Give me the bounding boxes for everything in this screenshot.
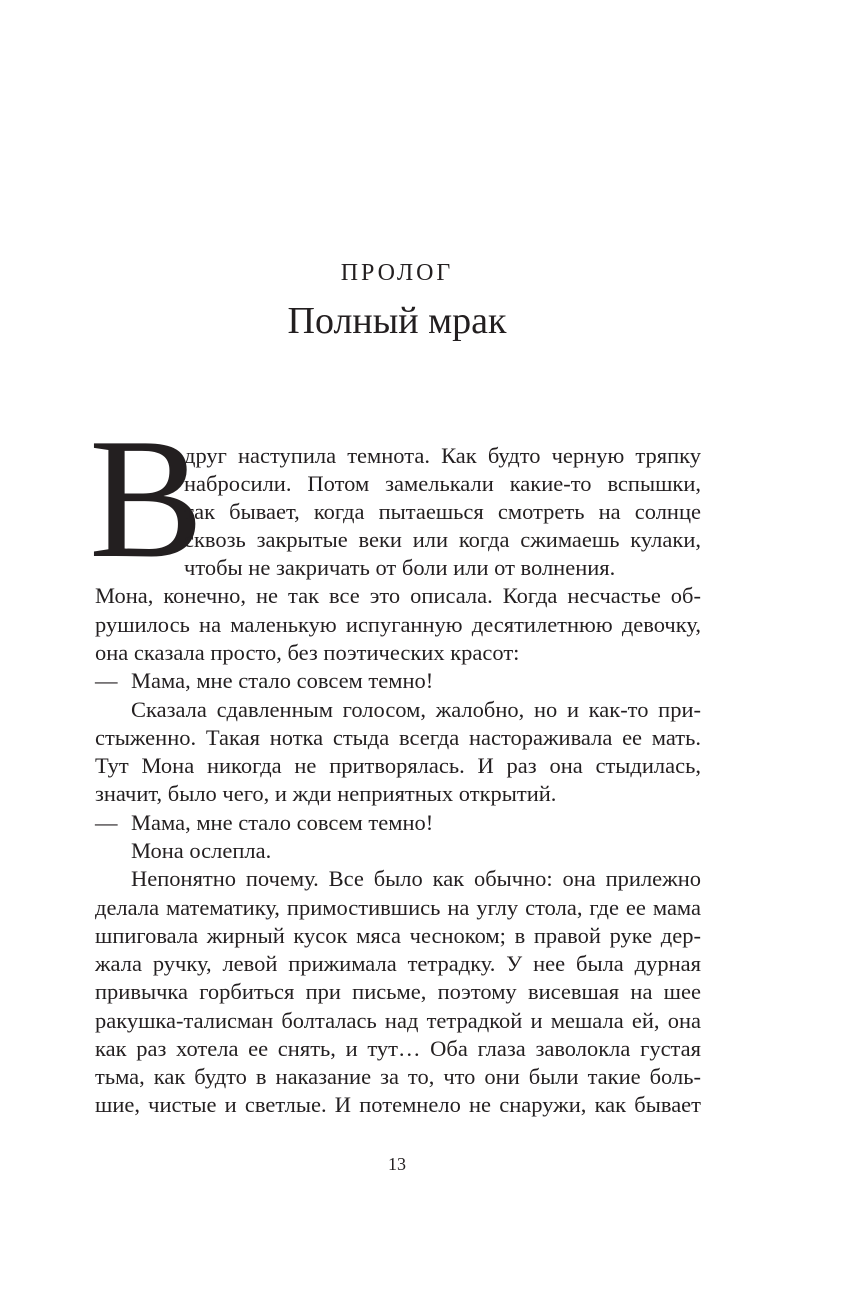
chapter-label: ПРОЛОГ xyxy=(340,260,454,286)
text-line: шпиговала жирный кусок мяса чесноком; в правой руке дер- xyxy=(95,923,701,948)
drop-cap: В xyxy=(89,404,204,594)
text-line: Мона, конечно, не так все это описала. Когда несчастье об- xyxy=(95,583,701,608)
text-line: сквозь закрытые веки или когда сжимаешь кулаки, xyxy=(184,527,701,552)
dash-mark: — xyxy=(95,810,118,835)
dialogue-line xyxy=(95,666,433,696)
dialogue-text: Мама, мне стало совсем темно! xyxy=(131,810,434,835)
text-line: стыженно. Такая нотка стыда всегда настораживала ее мать. xyxy=(95,725,701,750)
text-line: Непонятно почему. Все было как обычно: она прилежно xyxy=(131,866,701,891)
chapter-title: Полный мрак xyxy=(287,300,507,342)
text-line: Тут Мона никогда не притворялась. И раз она стыдилась, xyxy=(95,753,701,778)
text-line: чтобы не закричать от боли или от волнения. xyxy=(184,555,616,580)
page-number: 13 xyxy=(388,1154,406,1174)
text-line: так бывает, когда пытаешься смотреть на солнце xyxy=(184,499,701,524)
dialogue-line xyxy=(95,808,433,838)
text-line: ракушка-талисман болталась над тетрадкой и мешала ей, она xyxy=(95,1008,701,1033)
text-line: набросили. Потом замелькали какие-то вспышки, xyxy=(184,471,701,496)
text-line: она сказала просто, без поэтических красот: xyxy=(95,640,520,665)
text-line: тьма, как будто в наказание за то, что они были такие боль- xyxy=(95,1064,701,1089)
text-line: делала математику, примостившись на углу стола, где ее мама xyxy=(95,895,701,920)
text-line: как раз хотела ее снять, и тут… Оба глаза заволокла густая xyxy=(95,1036,701,1061)
text-line: Сказала сдавленным голосом, жалобно, но и как-то при- xyxy=(131,697,701,722)
text-line: друг наступила темнота. Как будто черную тряпку xyxy=(184,443,701,468)
dialogue-text: Мама, мне стало совсем темно! xyxy=(131,668,434,693)
text-line: Мона ослепла. xyxy=(131,838,272,863)
text-line: шие, чистые и светлые. И потемнело не снаружи, как бывает xyxy=(95,1092,701,1117)
text-line: рушилось на маленькую испуганную десятилетнюю девочку, xyxy=(95,612,701,637)
dash-mark: — xyxy=(95,668,118,693)
text-line: жала ручку, левой прижимала тетрадку. У нее была дурная xyxy=(95,951,701,976)
text-line: значит, было чего, и жди неприятных открытий. xyxy=(95,781,557,806)
text-line: привычка горбиться при письме, поэтому висевшая на шее xyxy=(95,979,701,1004)
